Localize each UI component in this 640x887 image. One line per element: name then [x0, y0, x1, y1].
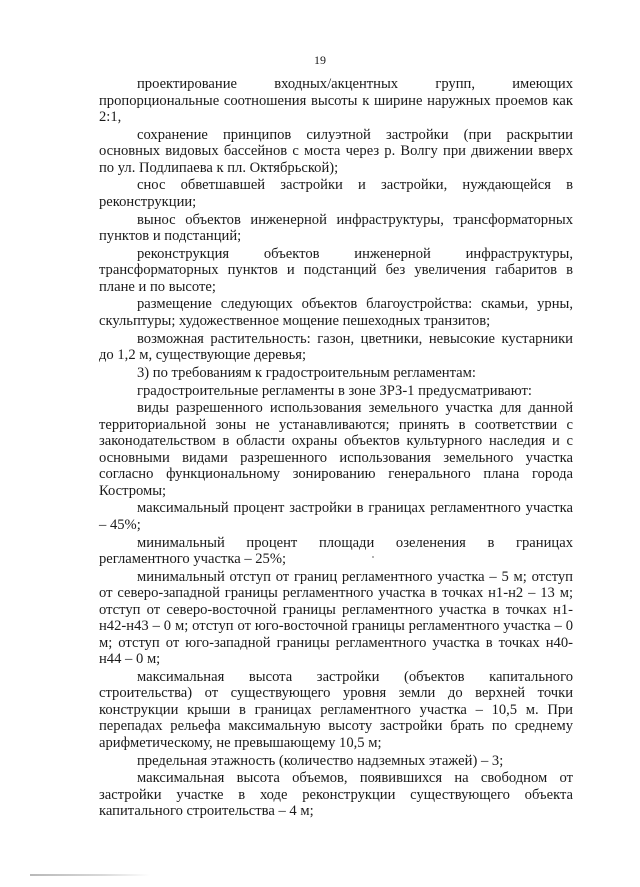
scan-speck	[372, 556, 374, 558]
paragraph: минимальный процент площади озеленения в границах регламентного участка – 25%;	[99, 534, 573, 568]
scan-edge-mark	[30, 874, 150, 876]
paragraph: реконструкция объектов инженерной инфраструктуры, трансформаторных пунктов и подстанций без увеличения габаритов в плане и по высоте;	[99, 245, 573, 295]
paragraph: сохранение принципов силуэтной застройки (при раскрытии основных видовых бассейнов с моста через р. Волгу при движении вверх по ул. Подлипаева к пл. Октябрьской);	[99, 126, 573, 176]
paragraph: виды разрешенного использования земельного участка для данной территориальной зоны не устанавливаются; принять в соответствии с законодательством в области охраны объектов культурного наследия и с основными видами разрешенного использования земельного участка согласно функциональному зонированию генерального плана города Костромы;	[99, 400, 573, 499]
paragraph: возможная растительность: газон, цветники, невысокие кустарники до 1,2 м, существующие деревья;	[99, 330, 573, 364]
paragraph: максимальная высота объемов, появившихся на свободном от застройки участке в ходе реконструкции существующего объекта капитального строительства – 4 м;	[99, 770, 573, 820]
paragraph: проектирование входных/акцентных групп, имеющих пропорциональные соотношения высоты к ширине наружных проемов как 2:1,	[99, 76, 573, 125]
paragraph: снос обветшавшей застройки и застройки, нуждающейся в реконструкции;	[99, 177, 573, 210]
paragraph: предельная этажность (количество надземных этажей) – 3;	[137, 752, 504, 769]
paragraph: максимальный процент застройки в границах регламентного участка – 45%;	[99, 500, 573, 533]
paragraph: минимальный отступ от границ регламентного участка – 5 м; отступ от северо-западной границы регламентного участка в точках н1-н2 – 13 м; отступ от северо-восточной границы регламентного участка в точках н1-н42-н43 – 0 м; отступ от юго-восточной границы регламентного участка – 0 м; отступ от юго-западной границы регламентного участка в точках н40-н44 – 0 м;	[99, 568, 573, 668]
paragraph: градостроительные регламенты в зоне ЗРЗ-1 предусматривают:	[137, 382, 532, 399]
paragraph: вынос объектов инженерной инфраструктуры, трансформаторных пунктов и подстанций;	[99, 211, 573, 245]
paragraph: размещение следующих объектов благоустройства: скамьи, урны, скульптуры; художественное мощение пешеходных транзитов;	[99, 296, 573, 329]
document-body	[99, 76, 573, 821]
page-number: 19	[314, 53, 326, 67]
list-item: 3) по требованиям к градостроительным регламентам:	[137, 364, 476, 381]
paragraph: максимальная высота застройки (объектов капитального строительства) от существующего уровня земли до верхней точки конструкции крыши в границах регламентного участка – 10,5 м. При перепадах рельефа максимальную высоту застройки брать по среднему арифметическому, не превышающему 10,5 м;	[99, 668, 573, 751]
